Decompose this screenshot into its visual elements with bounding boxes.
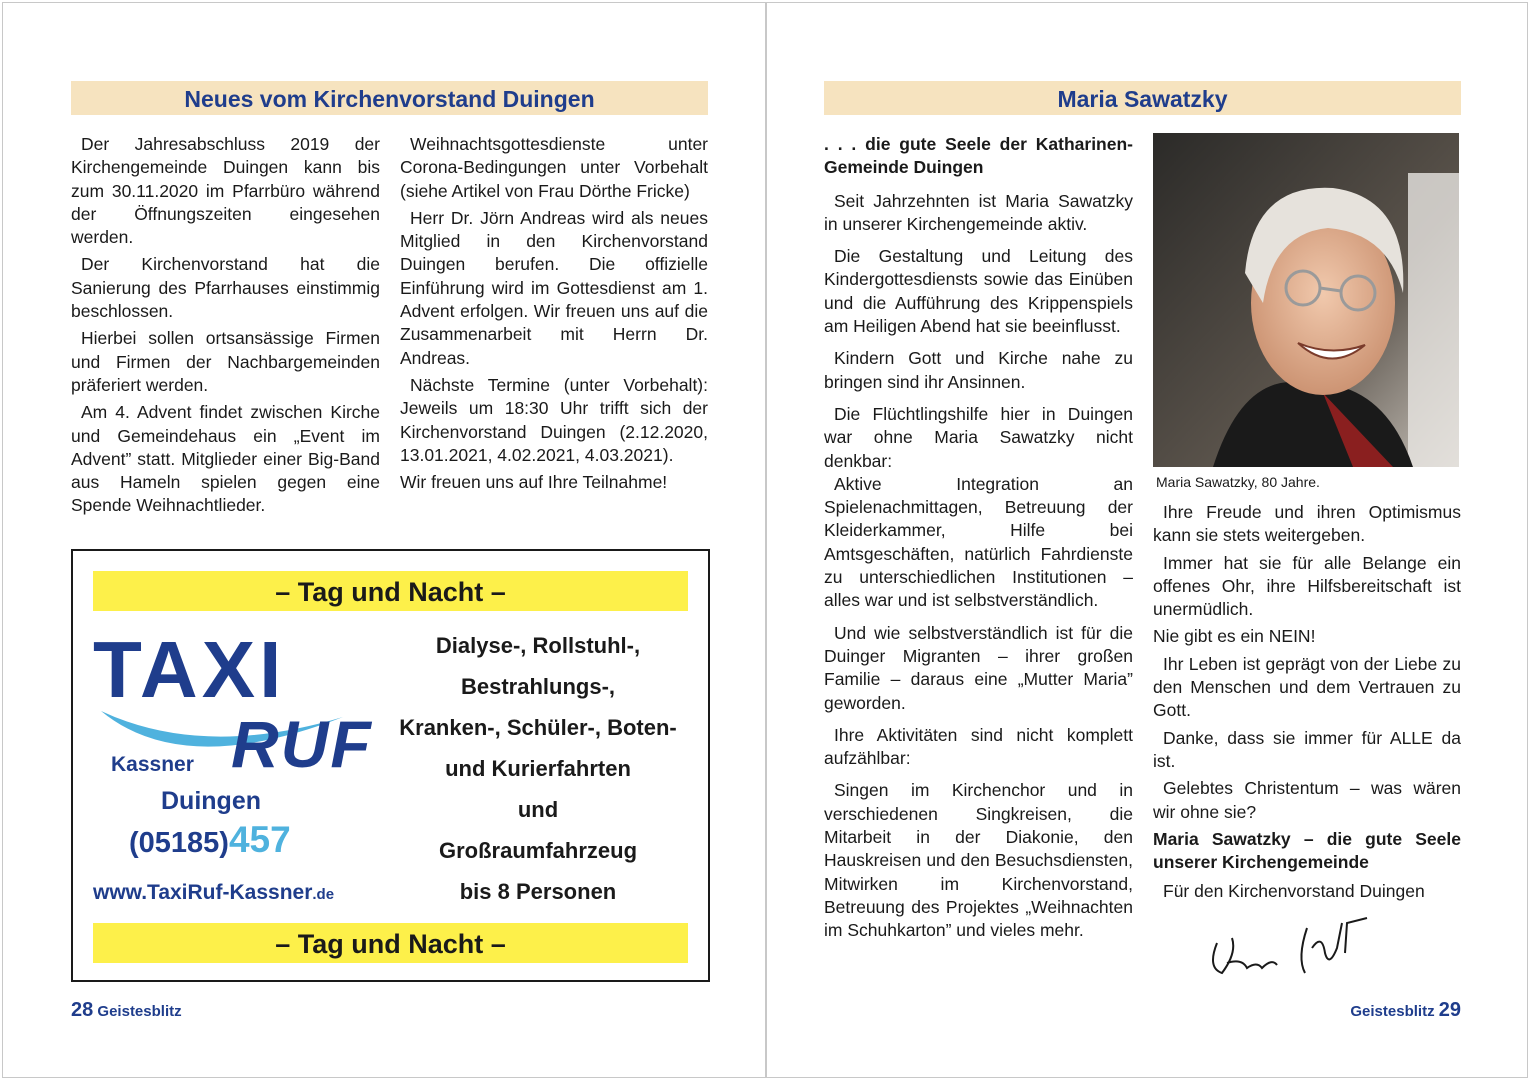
service-line: Kranken-, Schüler-, Boten- (399, 715, 677, 740)
left-page-heading: Neues vom Kirchenvorstand Duingen (71, 81, 708, 115)
phone-prefix: (05185) (129, 827, 229, 859)
paragraph: Am 4. Advent findet zwischen Kirche und Gemeindehaus ein „Event im Advent” statt. Mitglieder einer Big-Band aus Hameln spielen gegen eine Spende Weihnachtlieder. (71, 402, 380, 516)
page-number: 28 (71, 999, 94, 1021)
service-line: Dialyse-, Rollstuhl-, (435, 633, 641, 658)
paragraph: Wir freuen uns auf Ihre Teilnahme! (400, 472, 668, 493)
service-line: bis 8 Personen (459, 879, 617, 904)
portrait-image (1153, 133, 1459, 467)
magazine-name: Geistesblitz (1350, 1003, 1435, 1020)
website-main: www.TaxiRuf-Kassner (93, 881, 313, 904)
photo-caption: Maria Sawatzky, 80 Jahre. (1156, 474, 1320, 490)
paragraph: Nie gibt es ein NEIN! (1153, 626, 1316, 647)
website-tld: .de (312, 886, 335, 903)
logo-kassner: Kassner (111, 753, 194, 776)
paragraph: Der Kirchenvorstand hat die Sanierung des Pfarrhauses einstimmig beschlossen. (71, 254, 380, 322)
paragraph: Nächste Termine (unter Vorbehalt): Jeweils um 18:30 Uhr trifft sich der Kirchenvorstand Duingen (2.12.2020, 13.01.2021, 4.02.2021, 4.03.2021). (400, 374, 708, 465)
portrait-photo (1153, 133, 1459, 467)
phone-number: 457 (228, 819, 291, 860)
page-number: 29 (1438, 999, 1461, 1021)
paragraph: Weihnachtsgottesdienste unter Corona-Bedingungen unter Vorbehalt (siehe Artikel von Frau Dörthe Fricke) (400, 134, 708, 201)
closing-text: Für den Kirchenvorstand Duingen (1163, 881, 1425, 902)
left-column-2 (400, 133, 708, 498)
ad-website (93, 881, 334, 905)
logo-taxi-text: TAXI (93, 629, 286, 714)
magazine-name: Geistesblitz (97, 1003, 182, 1020)
paragraph: Aktive Integration an Spielenachmittagen, Betreuung der Kleiderkammer, Hilfe bei Amtsgeschäften, natürlich Fahrdienste zu unterschiedlichen Institutionen – alles war und ist selbstverständlich. (824, 473, 1133, 611)
left-page (2, 2, 766, 1078)
paragraph: Singen im Kirchenchor und in verschiedenen Singkreisen, die Mitarbeit in der Diakonie, den Hauskreisen und den Besuchsdiensten, Mitwirken im Kirchenvorstand, Betreuung des Projektes „Weihnachten im Schuhkarton” und vieles mehr. (824, 780, 1133, 941)
right-column-2 (1153, 501, 1461, 908)
logo-ruf: RUF (231, 707, 373, 781)
article-subtitle: . . . die gute Seele der Katharinen-Gemeinde Duingen (824, 134, 1133, 178)
paragraph: Immer hat sie für alle Belange ein offenes Ohr, ihre Hilfsbereitschaft ist unermüdlich. (1153, 552, 1461, 620)
paragraph: Kindern Gott und Kirche nahe zu bringen sind ihr Ansinnen. (824, 348, 1133, 392)
right-column-1 (824, 133, 1133, 947)
right-page (766, 2, 1528, 1078)
paragraph: Die Gestaltung und Leitung des Kindergottesdiensts sowie das Einüben und die Aufführung des Krippenspiels am Heiligen Abend hat sie beeinflusst. (824, 246, 1133, 337)
closing-bold: Maria Sawatzky – die gute Seele unserer Kirchengemeinde (1153, 828, 1461, 873)
right-page-footer (1350, 999, 1461, 1022)
left-column-1 (71, 133, 380, 522)
paragraph: Herr Dr. Jörn Andreas wird als neues Mitglied in den Kirchenvorstand Duingen berufen. Die offizielle Einführung wird im Gottesdienst am 1. Advent erfolgen. Wir freuen uns auf die Zusammenarbeit mit Herrn Dr. Andreas. (400, 207, 708, 368)
ad-band-top: – Tag und Nacht – (93, 571, 688, 611)
ad-services (373, 625, 703, 912)
service-line: Großraumfahrzeug (438, 838, 638, 863)
paragraph: Ihre Aktivitäten sind nicht komplett aufzählbar: (824, 724, 1133, 769)
signature-icon (1197, 913, 1397, 983)
paragraph: Danke, dass sie immer für ALLE da ist. (1153, 727, 1461, 771)
paragraph: Ihre Freude und ihren Optimismus kann sie stets weitergeben. (1153, 502, 1461, 546)
ad-town: Duingen (161, 787, 261, 815)
paragraph: Gelebtes Christentum – was wären wir ohne sie? (1153, 778, 1461, 822)
left-page-footer (71, 999, 182, 1022)
right-page-heading: Maria Sawatzky (824, 81, 1461, 115)
taxi-advertisement (71, 549, 710, 982)
ad-band-bottom: – Tag und Nacht – (93, 923, 688, 963)
service-line: und (517, 797, 559, 822)
paragraph: Und wie selbstverständlich ist für die Duinger Migranten – ihrer großen Familie – daraus eine „Mutter Maria” geworden. (824, 622, 1133, 713)
service-line: Bestrahlungs-, (460, 674, 616, 699)
paragraph: Die Flüchtlingshilfe hier in Duingen war ohne Maria Sawatzky nicht denkbar: (824, 403, 1133, 471)
ad-phone (129, 819, 291, 861)
paragraph: Hierbei sollen ortsansässige Firmen und Firmen der Nachbargemeinden präferiert werden. (71, 328, 380, 395)
paragraph: Ihr Leben ist geprägt von der Liebe zu den Menschen und dem Vertrauen zu Gott. (1153, 653, 1461, 721)
paragraph: Der Jahresabschluss 2019 der Kirchengemeinde Duingen kann bis zum 30.11.2020 im Pfarrbüro während der Öffnungszeiten eingesehen werden. (71, 134, 380, 248)
paragraph: Seit Jahrzehnten ist Maria Sawatzky in unserer Kirchengemeinde aktiv. (824, 190, 1133, 234)
service-line: und Kurierfahrten (445, 756, 631, 781)
